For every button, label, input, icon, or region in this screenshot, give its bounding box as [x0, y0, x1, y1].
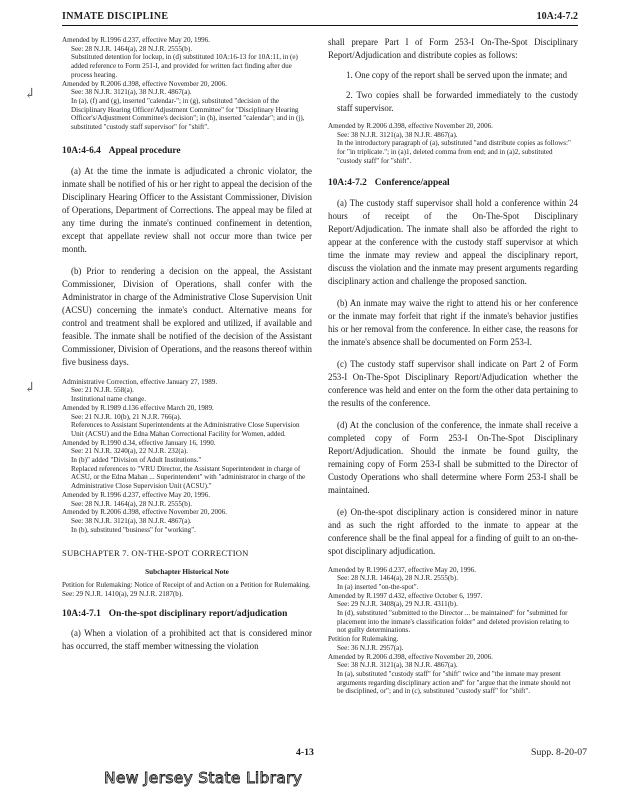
paragraph: (e) On-the-spot disciplinary action is considered minor in nature and as such the right afforded to the inmate to appear at the conference shall be the final appeal for a finding of guilt to an on-the-spot disciplinary adjudication. — [328, 506, 578, 556]
history-line: References to Assistant Superintendents at the Administrative Close Supervision Unit (ACSU) and the Edna Mahan Correctional Facility for Women, added. — [71, 421, 300, 438]
history-line: Amended by R.1990 d.34, effective January 16, 1990. — [62, 438, 216, 447]
history-note — [328, 122, 578, 166]
history-line: See: 21 N.J.R. 558(a). — [71, 386, 134, 395]
history-line: Petition for Rulemaking. — [328, 635, 399, 644]
history-line: See: 28 N.J.R. 1464(a), 28 N.J.R. 2555(b). — [71, 44, 192, 53]
running-header — [62, 11, 578, 26]
history-line: Replaced references to "VRU Director, the Assistant Superintendent in charge of ACSU, or the Edna Mahan ... Superintendent" with "administrator in charge of the Administrative Close Supervision Unit (ACSU)." — [71, 464, 306, 491]
margin-mark: ↲ — [24, 381, 36, 396]
paragraph: (a) The custody staff supervisor shall hold a conference within 24 hours of receipt of the On-The-Spot Disciplinary Report/Adjudication. The inmate shall also be afforded the right to appear at the conference with the custody staff supervisor at which time the inmate may review and appeal the disciplinary report, discuss the violation and the inmate may present arguments regarding disciplinary action and challenge the proposed sanction. — [328, 197, 578, 286]
paragraph: (d) At the conclusion of the conference, the inmate shall receive a completed copy of Form 253-I On-The-Spot Disciplinary Report/Adjudication. Should the inmate be found guilty, the remaining copy of Form 253-I shall be submitted to the Director of Custody Operations who shall determine where Form 253-I shall be maintained. — [328, 419, 578, 495]
history-line: Amended by R.1997 d.432, effective October 6, 1997. — [328, 591, 483, 600]
header-section-number: 10A:4-7.2 — [536, 11, 578, 22]
history-line: See: 38 N.J.R. 3121(a), 38 N.J.R. 4867(a). — [71, 516, 192, 525]
section-number: 10A:4-7.1 — [62, 608, 101, 619]
header-chapter-title: INMATE DISCIPLINE — [62, 11, 169, 22]
history-line: In (b)" added "Division of Adult Institutions." — [71, 456, 202, 465]
history-line: Amended by R.1996 d.237, effective May 20, 1996. — [328, 565, 477, 574]
history-line: In (a), substituted "custody staff" for "shift" twice and "the inmate may present arguments regarding disciplinary action and" for "argue that the inmate should not be disciplined, or"; and in (c), substituted "custody staff" for "shift". — [337, 669, 571, 696]
history-line: See: 38 N.J.R. 3121(a), 38 N.J.R. 4867(a). — [337, 661, 458, 670]
history-line: In (d), substituted "submitted to the Director ... be maintained" for "submitted for placement into the inmate's classification folder" and deleted provision relating to not guilty determinations. — [337, 609, 569, 635]
history-note — [328, 566, 578, 697]
history-line: Substituted detention for lockup, in (d) substituted 10A:16-13 for 10A:11, in (e) added reference to Form 251-I, and provided for written fact finding after due process hearing. — [71, 53, 298, 79]
section-number: 10A:4-7.2 — [328, 177, 367, 188]
history-line: In the introductory paragraph of (a), substituted "and distribute copies as follows:" for "in triplicate."; in (a)1, deleted comma from end; and in (a)2, substituted "custody staff" for "shift". — [337, 139, 571, 165]
history-line: Amended by R.1989 d.136 effective March 20, 1989. — [62, 403, 214, 412]
subchapter-note-title: Subchapter Historical Note — [145, 568, 229, 577]
list-item: 2. Two copies shall be forwarded immediately to the custody staff supervisor. — [337, 90, 578, 113]
list-item: 1. One copy of the report shall be served upon the inmate; and — [346, 70, 568, 80]
history-line: Amended by R.2006 d.398, effective November 20, 2006. — [62, 79, 227, 88]
paragraph: (b) Prior to rendering a decision on the appeal, the Assistant Commissioner, Division of Operations, shall confer with the Administrator in charge of the Administrative Close Supervision Unit (ACSU) concerning the inmate's conduct. Alternative means for control and treatment shall be explored and utilized, if available and feasible. The inmate shall be notified of the decision of the Assistant Commissioner, Division of Operations, and the reasons thereof within five business days. — [62, 265, 312, 367]
section-title: On-the-spot disciplinary report/adjudication — [108, 608, 288, 619]
subchapter-title: SUBCHAPTER 7. ON-THE-SPOT CORRECTION — [62, 548, 249, 559]
history-line: See: 21 N.J.R. 3240(a), 22 N.J.R. 232(a). — [71, 447, 189, 456]
history-line: Amended by R.1996 d.237, effective May 20, 1996. — [62, 490, 211, 499]
page-number: 4-13 — [296, 747, 314, 758]
supplement-date: Supp. 8-20-07 — [531, 747, 588, 758]
left-column — [62, 36, 312, 653]
history-line: See: 28 N.J.R. 1464(a), 28 N.J.R. 2555(b). — [71, 499, 192, 508]
section-title: Appeal procedure — [108, 145, 181, 156]
history-line: See: 36 N.J.R. 2957(a). — [337, 643, 404, 652]
history-line: Amended by R.2006 d.398, effective November 20, 2006. — [62, 508, 227, 517]
history-line: Amended by R.2006 d.398, effective November 20, 2006. — [328, 652, 493, 661]
history-note — [62, 36, 312, 132]
section-title: Conference/appeal — [374, 177, 450, 188]
history-note — [62, 378, 312, 535]
history-line: In (b), substituted "business" for "working". — [71, 525, 196, 534]
section-heading — [62, 609, 312, 620]
section-heading — [328, 178, 578, 189]
paragraph: shall prepare Part I of Form 253-I On-The-Spot Disciplinary Report/Adjudication and distribute copies as follows: — [328, 37, 578, 60]
history-line: In (a) inserted "on-the-spot". — [337, 582, 419, 591]
history-line: See: 38 N.J.R. 3121(a), 38 N.J.R. 4867(a). — [71, 88, 192, 97]
history-line: See: 28 N.J.R. 1464(a), 28 N.J.R. 2555(b). — [337, 574, 458, 583]
paragraph: (c) The custody staff supervisor shall indicate on Part 2 of Form 253-I On-The-Spot Disciplinary Report/Adjudication whether the conference was held and enter on the form the other data pertaining to the results of the conference. — [328, 358, 578, 408]
paragraph: (a) At the time the inmate is adjudicated a chronic violator, the inmate shall be notified of his or her right to appeal the decision of the Disciplinary Hearing Officer to the Assistant Commissioner, Division of Operations, Department of Corrections. The appeal may be filed at any time during the inmate's continued confinement in detention, except that appellate review shall not occur more than twice per month. — [62, 165, 312, 254]
section-number: 10A:4-6.4 — [62, 145, 101, 156]
paragraph: (b) An inmate may waive the right to attend his or her conference or the inmate may forfeit that right if the inmate's behavior justifies his or her removal from the conference. In either case, the reasons for the inmate's absence shall be documented on Form 253-I. — [328, 297, 578, 347]
history-line: Amended by R.1996 d.237, effective May 20, 1996. — [62, 36, 211, 44]
history-line: Institutional name change. — [71, 395, 147, 404]
margin-mark: ↲ — [24, 87, 36, 102]
subchapter-note-text: Petition for Rulemaking: Notice of Receipt of and Action on a Petition for Rulemaking. See: 29 N.J.R. 1410(a), 29 N.J.R. 2187(b). — [62, 581, 311, 599]
history-line: See: 29 N.J.R. 3408(a), 29 N.J.R. 4311(b). — [337, 600, 458, 609]
history-line: See: 21 N.J.R. 10(b), 21 N.J.R. 766(a). — [71, 412, 182, 421]
history-line: Administrative Correction, effective January 27, 1989. — [62, 377, 218, 386]
library-stamp: New Jersey State Library — [104, 769, 303, 787]
history-line: See: 38 N.J.R. 3121(a), 38 N.J.R. 4867(a). — [337, 130, 458, 139]
history-line: In (a), (f) and (g), inserted "calendar-"; in (g), substituted "decision of the Disciplinary Hearing Officer/Adjustment Committee" for "Disciplinary Hearing Officer's/Adjustment Committee's decision"; in (h), inserted "calendar"; and in (j), substituted "custody staff supervisor" for "shift". — [71, 96, 305, 132]
right-column — [328, 36, 578, 696]
section-heading — [62, 146, 312, 157]
paragraph: (a) When a violation of a prohibited act that is considered minor has occurred, the staff member witnessing the violation — [62, 627, 312, 651]
history-line: Amended by R.2006 d.398, effective November 20, 2006. — [328, 122, 493, 130]
